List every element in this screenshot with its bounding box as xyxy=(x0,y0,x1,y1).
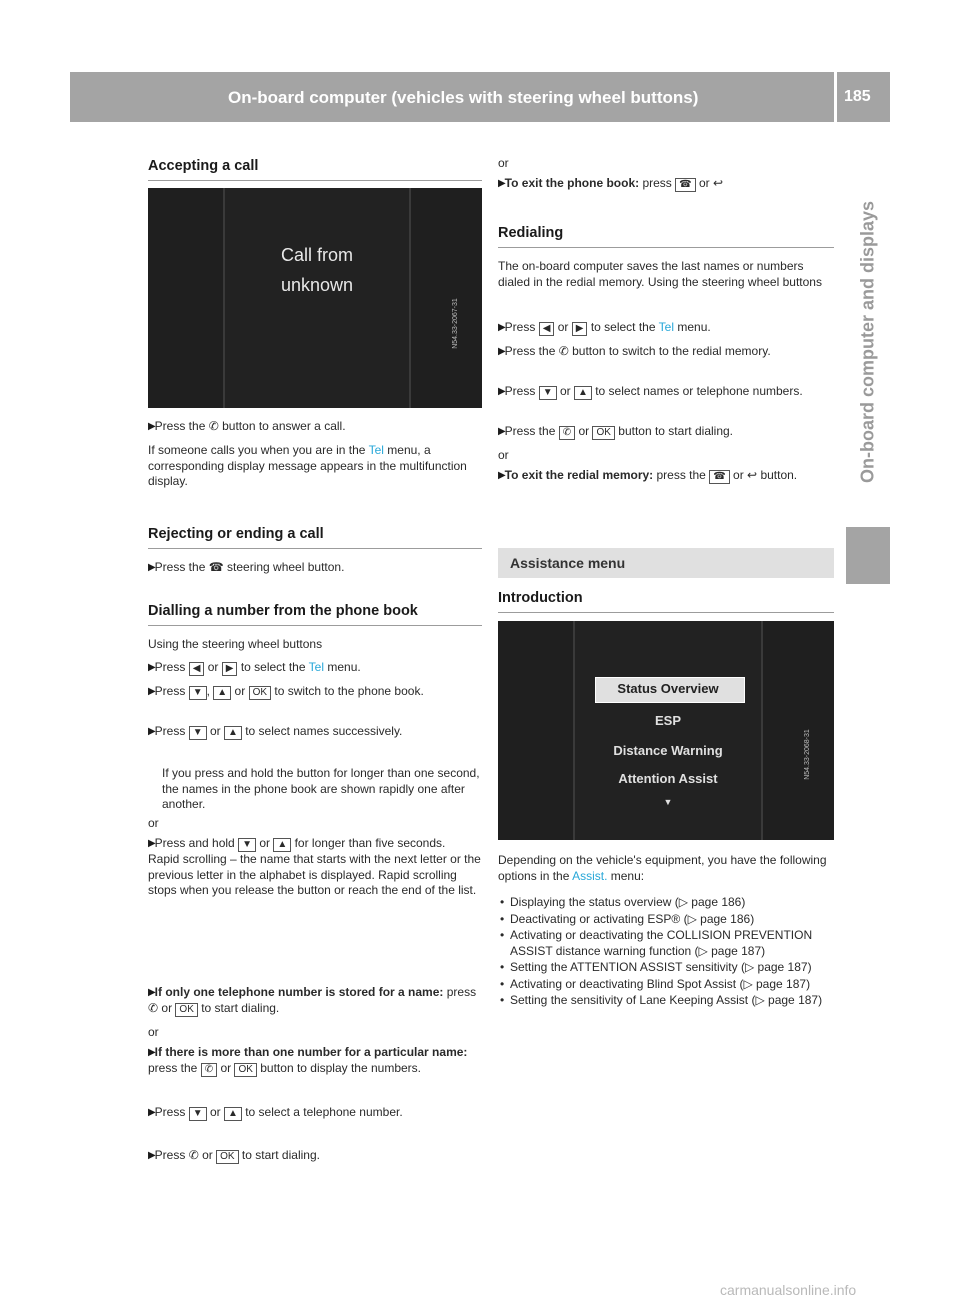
text: to select names successively. xyxy=(245,724,403,738)
side-tab-label: On-board computer and displays xyxy=(857,200,878,484)
call-line-1: Call from xyxy=(280,245,353,265)
call-line-2: unknown xyxy=(280,275,354,295)
arrow-icon: ▶ xyxy=(148,726,156,737)
text: Press the xyxy=(504,344,556,358)
heading-dialing-phonebook: Dialling a number from the phone book xyxy=(148,603,418,619)
ok-key-icon: OK xyxy=(216,1150,238,1164)
bullet-icon: • xyxy=(500,976,505,991)
list-item-text: Setting the ATTENTION ASSIST sensitivity (▷ page 187) xyxy=(510,960,812,974)
heading-rule xyxy=(498,247,834,248)
call-display-text xyxy=(225,240,409,300)
text: button to answer a call. xyxy=(222,419,346,433)
heading-introduction: Introduction xyxy=(498,590,583,606)
list-item xyxy=(498,928,834,959)
footer-watermark: carmanualsonline.info xyxy=(720,1282,857,1298)
text: Press the xyxy=(154,560,206,574)
bullet-icon: • xyxy=(500,911,505,926)
instruction-select-tel xyxy=(148,660,482,676)
text: or xyxy=(733,468,744,482)
text: To exit the phone book: xyxy=(504,176,640,190)
right-key-icon: ▶ xyxy=(572,322,588,336)
up-key-icon: ▲ xyxy=(273,838,291,852)
header-divider xyxy=(834,72,837,122)
text: Press xyxy=(154,660,186,674)
instruction-switch-phonebook xyxy=(148,684,482,700)
or-separator: or xyxy=(148,1025,159,1039)
arrow-icon: ▶ xyxy=(148,686,156,697)
display-panel xyxy=(573,621,763,840)
text: Depending on the vehicle's equipment, you have the following options in the xyxy=(498,853,827,883)
text: or xyxy=(234,684,246,698)
paragraph-assist-options xyxy=(498,853,834,884)
arrow-icon: ▶ xyxy=(148,1107,156,1118)
ok-key-icon: OK xyxy=(234,1063,256,1077)
page-header-title: On-board computer (vehicles with steering wheel buttons) xyxy=(228,88,699,107)
text: or xyxy=(209,1105,221,1119)
text: To exit the redial memory: xyxy=(504,468,654,482)
left-key-icon: ◀ xyxy=(189,662,205,676)
text: , xyxy=(206,684,210,698)
instruction-select-names xyxy=(148,724,482,740)
text: or xyxy=(698,176,710,190)
text: or xyxy=(220,1060,232,1075)
arrow-icon: ▶ xyxy=(498,386,506,397)
down-key-icon: ▼ xyxy=(539,386,557,400)
or-separator: or xyxy=(148,816,159,830)
text: or xyxy=(202,1148,213,1162)
arrow-icon: ▶ xyxy=(148,421,156,432)
phone-pickup-icon: ✆ xyxy=(148,1000,159,1015)
assist-menu-display-image xyxy=(498,621,834,840)
instruction-rapid-scroll xyxy=(148,836,482,899)
list-item xyxy=(498,895,834,911)
text: to switch to the phone book. xyxy=(274,684,424,698)
heading-rule xyxy=(498,612,834,613)
arrow-icon: ▶ xyxy=(498,322,506,333)
text: If there is more than one number for a particular name: xyxy=(154,1045,468,1059)
back-icon: ↩ xyxy=(747,468,758,482)
bullet-icon: • xyxy=(500,960,505,974)
heading-rule xyxy=(148,548,482,549)
list-item-text: Setting the sensitivity of Lane Keeping Assist (▷ page 187) xyxy=(510,993,823,1007)
text: to select names or telephone numbers. xyxy=(595,384,803,398)
menu-name-tel: Tel xyxy=(658,320,674,334)
down-key-icon: ▼ xyxy=(189,726,207,740)
text: or xyxy=(207,660,219,674)
text: button. xyxy=(760,468,798,482)
text: Rapid scrolling – the name that starts with the next letter or the previous letter in the alphabet is displayed. Rapid scrolling stops when you release the button or reach the end of the list. xyxy=(148,852,481,897)
text: to select the xyxy=(240,660,306,674)
down-key-icon: ▼ xyxy=(238,838,256,852)
phone-hangup-icon: ☎ xyxy=(675,178,695,192)
image-code: N54.33-2068-31 xyxy=(803,729,811,780)
instruction-one-number xyxy=(148,985,482,1017)
up-key-icon: ▲ xyxy=(574,386,592,400)
menu-item-esp: ESP xyxy=(654,713,681,728)
text: or xyxy=(259,836,270,850)
heading-accepting-call: Accepting a call xyxy=(148,158,259,174)
text: or xyxy=(161,1000,173,1015)
text: menu, a corresponding display message appears in the multifunction display. xyxy=(148,443,467,488)
instruction-reject-call xyxy=(148,560,482,576)
section-title-assistance: Assistance menu xyxy=(510,555,626,571)
instruction-exit-redial xyxy=(498,468,834,484)
text: press xyxy=(642,176,672,190)
arrow-icon: ▶ xyxy=(148,662,156,673)
paragraph-hold-button: If you press and hold the button for longer than one second, the names in the phone book are shown rapidly one after another. xyxy=(162,766,480,811)
list-item-text: Activating or deactivating the COLLISION PREVENTION ASSIST distance warning function (▷ page 187) xyxy=(510,928,813,958)
up-key-icon: ▲ xyxy=(213,686,231,700)
phone-hangup-icon: ☎ xyxy=(208,560,224,574)
list-item xyxy=(498,960,834,976)
bullet-icon: • xyxy=(500,993,505,1007)
text: press xyxy=(446,985,477,999)
arrow-icon: ▶ xyxy=(148,1150,156,1161)
instruction-redial-select-names xyxy=(498,384,834,400)
image-code: N54.33-2067-31 xyxy=(451,298,459,349)
instruction-start-dialing xyxy=(148,1148,482,1164)
arrow-icon: ▶ xyxy=(148,838,156,849)
text: Press xyxy=(154,1105,186,1119)
text: Press xyxy=(154,724,186,738)
instruction-redial-select-tel xyxy=(498,320,834,336)
heading-rule xyxy=(148,625,482,626)
arrow-icon: ▶ xyxy=(498,346,506,357)
phone-pickup-icon: ✆ xyxy=(201,1063,217,1077)
text: for longer than five seconds. xyxy=(294,836,446,850)
list-item xyxy=(498,993,834,1009)
paragraph-redial-memory: The on-board computer saves the last names or numbers dialed in the redial memory. Using the steering wheel buttons xyxy=(498,259,822,289)
phone-pickup-icon: ✆ xyxy=(558,344,569,358)
text: button to start dialing. xyxy=(618,424,734,438)
menu-name-assist: Assist. xyxy=(572,868,608,883)
arrow-icon: ▶ xyxy=(148,562,156,573)
menu-item-status-overview: Status Overview xyxy=(617,681,719,696)
display-panel xyxy=(223,188,411,408)
back-icon: ↩ xyxy=(712,176,724,190)
text: button to switch to the redial memory. xyxy=(572,344,771,358)
instruction-multiple-numbers xyxy=(148,1045,482,1077)
instruction-select-number xyxy=(148,1105,482,1121)
scroll-down-icon: ▼ xyxy=(663,797,673,807)
paragraph-incoming-call xyxy=(148,443,482,490)
text: steering wheel button. xyxy=(227,560,345,574)
text: button to display the numbers. xyxy=(260,1060,422,1075)
text: Press xyxy=(154,1148,186,1162)
or-separator: or xyxy=(498,448,509,462)
or-separator: or xyxy=(498,156,509,170)
text: to select a telephone number. xyxy=(245,1105,403,1119)
bullet-icon: • xyxy=(500,895,505,909)
text: Press xyxy=(504,320,536,334)
text: press the xyxy=(656,468,706,482)
arrow-icon: ▶ xyxy=(148,987,156,998)
page-number: 185 xyxy=(844,88,871,105)
instruction-answer-call xyxy=(148,419,482,435)
text: Press the xyxy=(504,424,556,438)
list-item xyxy=(498,912,834,928)
menu-name-tel: Tel xyxy=(308,660,324,674)
text: menu: xyxy=(610,868,645,883)
text: If someone calls you when you are in the xyxy=(148,443,366,457)
list-item-text: Activating or deactivating Blind Spot Assist (▷ page 187) xyxy=(510,976,811,991)
phone-hangup-icon: ☎ xyxy=(709,470,729,484)
phone-pickup-icon: ✆ xyxy=(559,426,575,440)
heading-redialing: Redialing xyxy=(498,225,564,241)
text: press the xyxy=(148,1060,198,1075)
text: to select the xyxy=(590,320,656,334)
up-key-icon: ▲ xyxy=(224,1107,242,1121)
heading-rule xyxy=(148,180,482,181)
text: Press xyxy=(154,684,186,698)
bullet-icon: • xyxy=(500,928,505,942)
options-list xyxy=(498,895,834,1010)
heading-rejecting-call: Rejecting or ending a call xyxy=(148,526,324,542)
menu-name-tel: Tel xyxy=(368,443,384,457)
ok-key-icon: OK xyxy=(592,426,614,440)
instruction-exit-phonebook xyxy=(498,176,834,192)
right-key-icon: ▶ xyxy=(222,662,238,676)
text: to start dialing. xyxy=(201,1000,280,1015)
text: or xyxy=(578,424,590,438)
text: Press the xyxy=(154,419,206,433)
list-item-text: Displaying the status overview (▷ page 186) xyxy=(510,895,746,909)
menu-item-attention-assist: Attention Assist xyxy=(618,771,718,786)
instruction-redial-switch xyxy=(498,344,834,360)
side-tab-block xyxy=(846,527,890,584)
text: or xyxy=(209,724,221,738)
text: Press xyxy=(504,384,536,398)
list-item-text: Deactivating or activating ESP® (▷ page 186) xyxy=(510,911,755,926)
phone-pickup-icon: ✆ xyxy=(208,419,219,433)
text: or xyxy=(557,320,569,334)
arrow-icon: ▶ xyxy=(498,470,506,481)
down-key-icon: ▼ xyxy=(189,1107,207,1121)
arrow-icon: ▶ xyxy=(498,178,506,189)
arrow-icon: ▶ xyxy=(498,426,506,437)
down-key-icon: ▼ xyxy=(189,686,207,700)
ok-key-icon: OK xyxy=(175,1003,197,1017)
text: menu. xyxy=(677,320,711,334)
arrow-icon: ▶ xyxy=(148,1047,156,1058)
text: Press and hold xyxy=(154,836,235,850)
text: If only one telephone number is stored for a name: xyxy=(154,985,444,999)
up-key-icon: ▲ xyxy=(224,726,242,740)
ok-key-icon: OK xyxy=(249,686,271,700)
instruction-redial-start xyxy=(498,424,834,440)
left-key-icon: ◀ xyxy=(539,322,555,336)
paragraph-using-buttons: Using the steering wheel buttons xyxy=(148,637,323,651)
text: menu. xyxy=(327,660,361,674)
list-item xyxy=(498,977,834,993)
text: to start dialing. xyxy=(241,1148,320,1162)
menu-item-distance-warning: Distance Warning xyxy=(613,743,723,758)
call-display-image xyxy=(148,188,482,408)
text: or xyxy=(559,384,571,398)
phone-pickup-icon: ✆ xyxy=(188,1148,199,1162)
